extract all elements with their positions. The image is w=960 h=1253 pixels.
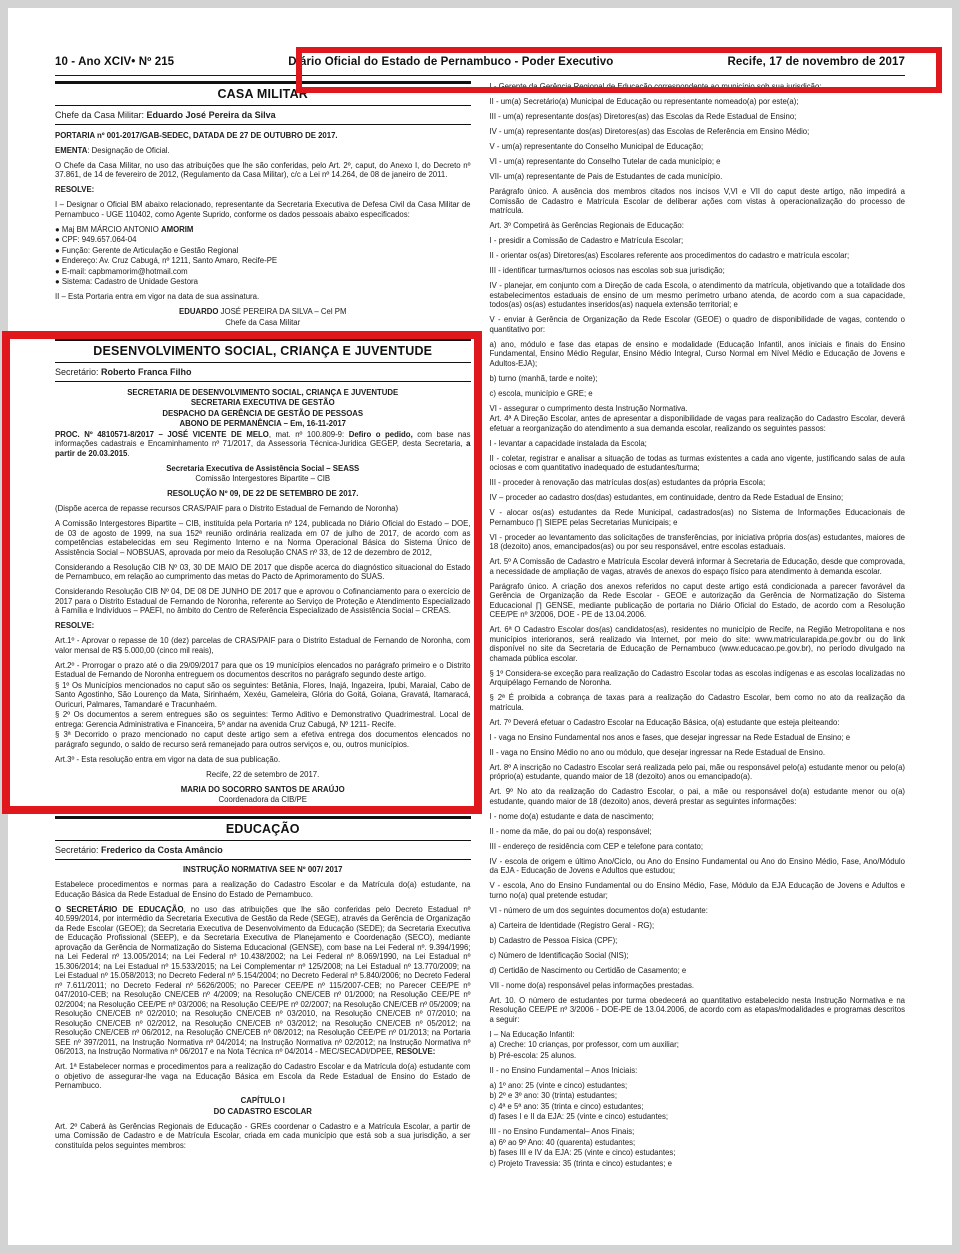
section-title: CASA MILITAR [217, 87, 309, 101]
paragraph: VI - número de um dos seguintes documentos do(a) estudante: [489, 905, 708, 915]
paragraph: Art. 9º No ato da realização do Cadastro Escolar, o pai, a mãe ou responsável do(a) estudante menor ou o(a) estudante, quando maior de 18 (dezoito) anos, deverá prestar as seguintes informações: [489, 787, 905, 806]
paragraph: Art.2º - Prorrogar o prazo até o dia 29/09/2017 para que os 19 municípios elencados no parágrafo primeiro e o Distrito Estadual de Fernando de Noronha entreguem os documentos descritos no parágrafo segundo deste artigo. [55, 660, 471, 679]
paragraph: ABONO DE PERMANÊNCIA – Em, 16-11-2017 [179, 419, 347, 428]
secretary-label: Chefe da Casa Militar: [55, 110, 147, 120]
paragraph: ● CPF: 949.657.064-04 [55, 235, 137, 244]
paragraph: Art. 8º A inscrição no Cadastro Escolar será realizada pelo pai, mãe ou responsável pelo(a) estudante menor ou pelo(a) próprio(a) estudante, quando maior de 18 (dezoito) anos ou emancipado(a). [489, 762, 905, 781]
paragraph: a) 1º ano: 25 (vinte e cinco) estudantes; [489, 1080, 628, 1090]
paragraph: Art. 1ª Estabelecer normas e procedimentos para a realização do Cadastro Escolar e da Matrícula do(a) estudante com o objetivo de assegurar-lhe vaga na Educação Básica em Escola da Rede Estadual de Ensino do Estado de Pernambuco. [55, 1062, 471, 1090]
paragraph: I - presidir a Comissão de Cadastro e Matrícula Escolar; [489, 236, 684, 245]
paragraph: c) 4ª e 5ª ano: 35 (trinta e cinco) estudantes; [489, 1101, 644, 1111]
paragraph: III - identificar turmas/turnos ociosos nas escolas sob sua jurisdição; [489, 266, 725, 275]
secretary-label: Secretário: [55, 844, 102, 855]
paragraph: c) escola, município e GRE; e [489, 388, 593, 398]
paragraph: c) Número de Identificação Social (NIS); [489, 950, 629, 960]
paragraph: III - um(a) representante dos(as) Diretores(as) das Escolas da Rede Estadual de Ensino; [489, 112, 797, 121]
paragraph: § 2ª É proibida a cobrança de taxas para a realização do Cadastro Escolar, bem como no ato da realização da matrícula. [489, 693, 905, 712]
right-column [490, 81, 906, 1168]
text-run-bold: AMORIM [160, 224, 194, 234]
secretary-line [55, 106, 471, 125]
paragraph: PORTARIA nº 001-2017/GAB-SEDEC, DATADA DE 27 DE OUTUBRO DE 2017. [55, 130, 338, 140]
text-run-bold: RESOLVE: [396, 1047, 436, 1056]
section-rule [55, 338, 471, 363]
paragraph: I - levantar a capacidade instalada da Escola; [489, 438, 647, 448]
paragraph: II - no Ensino Fundamental – Anos Iniciais: [489, 1065, 638, 1075]
paragraph: II - orientar os(as) Diretores(as) Escolares referente aos procedimentos do cadastro e matrícula escolar; [489, 251, 850, 260]
paragraph: Considerando a Resolução CIB Nº 03, 30 DE MAIO DE 2017 que dispõe acerca do diagnóstico situacional do Estado de Pernambuco, em relação ao cumprimento das metas do Pacto de Aprimoramento do SUAS. [55, 562, 471, 581]
section-desenvolvimento-social [55, 338, 471, 805]
paragraph: VII - nome do(a) responsável pelas informações prestadas. [489, 980, 695, 990]
paragraph: ● E-mail: capbmamorim@hotmail.com [55, 266, 188, 276]
paragraph: CAPÍTULO I [240, 1096, 285, 1105]
text-run: com base nas informações cadastrais e Encaminhamento nº 71/2017, da Assessoria Técnica-Juridica GEGEP, desta Secretaria, [55, 429, 471, 448]
paragraph: V - um(a) representante do Conselho Municipal de Educação; [489, 142, 704, 151]
paragraph: a) 6º ao 9º Ano: 40 (quarenta) estudantes; [489, 1137, 636, 1147]
paragraph: VI - assegurar o cumprimento desta Instrução Normativa. [489, 403, 688, 413]
paragraph: Art. 10. O número de estudantes por turma obedecerá ao quantitativo estabelecido nesta Instrução Normativa e na Resolução CEE/PE nº 3/2006 - DOE-PE de 13.04.2006, de acordo com as etapas/modalidades e programas descritos a seguir: [489, 995, 905, 1024]
paragraph: SECRETARIA EXECUTIVA DE GESTÃO [190, 398, 335, 407]
paragraph: DO CADASTRO ESCOLAR [213, 1106, 312, 1116]
paragraph: Art. 5º A Comissão de Cadastro e Matrícula Escolar deverá informar à Secretaria de Educação, desde que comprovada, a necessidade de ampliação de vagas, através de anexos do espaço físico para atendimento à demanda escolar. [489, 557, 905, 576]
paragraph: Art.3º - Esta resolução entra em vigor na data de sua publicação. [55, 754, 281, 764]
paragraph [55, 225, 471, 235]
paragraph: b) Pré-escola: 25 alunos. [489, 1050, 577, 1060]
paragraph: I – Na Educação Infantil: [489, 1029, 575, 1039]
paragraph: d) Certidão de Nascimento ou Certidão de Casamento; e [489, 965, 687, 975]
paragraph: RESOLVE: [55, 185, 95, 194]
section-rule [55, 816, 471, 841]
paragraph: IV - um(a) representante dos(as) Diretores(as) das Escolas de Referência em Ensino Médio; [489, 127, 810, 136]
paragraph: IV - escola de origem e último Ano/Ciclo, ou Ano do Ensino Fundamental ou Ano do Ensino Médio, Fase, Ano/Módulo da EJA - Educação de Jovens e Adultos que estudou; [489, 856, 905, 875]
paragraph: ● Endereço: Av. Cruz Cabugá, nº 1211, Santo Amaro, Recife-PE [55, 256, 278, 265]
secretary-line [55, 363, 471, 382]
page-body [0, 76, 960, 1168]
paragraph: DESPACHO DA GERÊNCIA DE GESTÃO DE PESSOAS [162, 408, 364, 418]
paragraph: II – Esta Portaria entra em vigor na data de sua assinatura. [55, 292, 260, 301]
paragraph: O Chefe da Casa Militar, no uso das atribuições que lhe são conferidas, pelo Art. 2º, caput, do Anexo I, do Decreto nº 37.861, de 14 de fevereiro de 2012, (Regulamento da Casa Militar), c/c a Lei nº 14.264, de 08 de janeiro de 2011. [55, 160, 471, 179]
text-run-bold: EDUARDO [179, 307, 219, 316]
secretary-name: Eduardo José Pereira da Silva [146, 110, 276, 120]
paragraph: VI - um(a) representante do Conselho Tutelar de cada município; e [489, 157, 721, 166]
paragraph: II - nome da mãe, do pai ou do(a) responsável; [489, 826, 652, 836]
text-run: , mat. nº 100.809-9: [268, 429, 349, 439]
paragraph: Art. 7º Deverá efetuar o Cadastro Escolar na Educação Básica, o(a) estudante que esteja pleiteando: [489, 717, 840, 727]
paragraph: RESOLVE: [55, 621, 95, 630]
paragraph: VI - proceder ao levantamento das solicitações de transferências, por iniciativa própria dos(as) estudantes, maiores de 18 (dezoito) anos, emancipados(as) ou por seu responsável, entre escolas estaduais. [489, 532, 905, 551]
paragraph: b) turno (manhã, tarde e noite); [489, 373, 598, 383]
section-casa-militar [55, 81, 471, 327]
paragraph: Art. 3º Competirá às Gerências Regionais de Educação: [489, 221, 684, 230]
text-run: JOSÉ PEREIRA DA SILVA – Cel PM [218, 307, 347, 316]
paragraph: A Comissão Intergestores Bipartite – CIB, instituída pela Portaria nº 124, publicada no Diário Oficial do Estado – DOE, de 03 de agosto de 1999, na sua 152ª reunião ordinária realizada em 07 de julho de 2017, de acordo com as competências estabelecidas em seu Regimento Interno e na Norma Operacional Básica do Sistema Único de Assistência Social – NOBSUAS, aprovada por meio da Resolução CNAS nº 33, de 12 de dezembro de 2012, [55, 519, 471, 557]
paragraph: a) Creche: 10 crianças, por professor, com um auxiliar; [489, 1040, 679, 1049]
section-title: EDUCAÇÃO [225, 821, 300, 836]
paragraph: III - proceder à renovação das matrículas dos(as) estudantes da própria Escola; [489, 478, 766, 487]
text-run-bold: Defiro o pedido, [348, 429, 413, 439]
paragraph: Chefe da Casa Militar [225, 317, 301, 327]
paragraph: I – Designar o Oficial BM abaixo relacionado, representante da Secretaria Executiva de Defesa Civil da Casa Militar de Pernambuco - UGE 110402, como Agente Suprido, conforme os dados pessoais abaixo especificados: [55, 200, 471, 219]
paragraph: III - no Ensino Fundamental– Anos Finais; [489, 1127, 635, 1136]
page-header [55, 56, 905, 76]
paragraph: I - vaga no Ensino Fundamental nos anos e fases, que desejar ingressar na Rede Estadual de Ensino; e [489, 732, 851, 742]
gazette-title: Diário Oficial do Estado de Pernambuco - Poder Executivo [288, 56, 614, 68]
paragraph: Art.1º - Aprovar o repasse de 10 (dez) parcelas de CRAS/PAIF para o Distrito Estadual de Fernando de Noronha, com valor mensal de R$ 5.000,00 (cinco mil reais), [55, 636, 471, 655]
edition-date: Recife, 17 de novembro de 2017 [727, 56, 905, 68]
edition-number: 10 - Ano XCIV• Nº 215 [55, 56, 175, 68]
paragraph: § 3ª Decorrido o prazo mencionado no caput deste artigo sem a efetiva entrega dos documentos elencados no parágrafo segundo, o saldo de recurso será remanejado para outros serviços e, ou, outros municípios. [55, 730, 471, 749]
paragraph: Art. 6ª O Cadastro Escolar dos(as) candidatos(as), residentes no município de Recife, na Região Metropolitana e nos municípios interioranos, será realizado via Internet, por meio do site: www.matricularapida.pe.gov.br ou do link disponível no site da Secretaria de Educação de Pernambuco (www.educacao.pe.gov.br), no período divulgado na chamada pública escolar. [489, 625, 905, 663]
paragraph: IV - planejar, em conjunto com a Direção de cada Escola, o atendimento da matrícula, objetivando que a totalidade dos estabelecimentos estaduais de ensino de um mesmo perímetro urbano atenda, de acordo com a sua capacidade, todos(as) os(as) estudantes inseridos(as) naquela extensão territorial; e [489, 281, 905, 309]
paragraph: Parágrafo único. A criação dos anexos referidos no caput deste artigo está condicionada a parecer favorável da Gerência de Organização da Rede Escolar - GEOE e autorização da Gerência de Normatização do Sistema Educacional ∏ GENSE, mediante publicação de portaria no Diário Oficial do Estado, de acordo com a Resolução CEE/PE nº 3/2006, DOE - PE de 13.04.2006. [489, 581, 905, 619]
paragraph: ● Função: Gerente de Articulação e Gestão Regional [55, 245, 239, 255]
paragraph: Comissão Intergestores Bipartite – CIB [195, 474, 331, 483]
paragraph: ● Sistema: Cadastro de Unidade Gestora [55, 277, 198, 286]
paragraph: Art. 2º Caberá às Gerências Regionais de Educação - GREs coordenar o Cadastro e a Matrícula Escolar, a partir de uma Comissão de Cadastro e de Matrícula Escolar, criada em cada município que está sob a sua jurisdição, a ser constituída pelos seguintes membros: [55, 1121, 471, 1150]
secretary-line [55, 841, 471, 860]
paragraph: b) fases III e IV da EJA: 25 (vinte e cinco) estudantes; [489, 1148, 676, 1157]
paragraph: a) Carteira de Identidade (Registro Geral - RG); [489, 920, 655, 930]
text-run: ● Maj BM MÁRCIO ANTONIO [55, 224, 161, 234]
paragraph: MARIA DO SOCORRO SANTOS DE ARAÚJO [180, 784, 345, 794]
text-run-bold: a partir de 20.03.2015 [55, 439, 471, 458]
paragraph: VII- um(a) representante de Pais de Estudantes de cada município. [489, 172, 723, 181]
text-run: : Designação de Oficial. [87, 145, 170, 155]
paragraph: Recife, 22 de setembro de 2017. [206, 769, 320, 779]
secretary-label: Secretário: [55, 367, 102, 377]
paragraph: b) 2º e 3º ano: 30 (trinta) estudantes; [489, 1091, 617, 1100]
paragraph: c) Projeto Travessia: 35 (trinta e cinco) estudantes; e [489, 1158, 672, 1168]
paragraph: Secretaria Executiva de Assistência Social – SEASS [166, 463, 360, 473]
paragraph [55, 146, 471, 156]
secretary-name: Frederico da Costa Amâncio [101, 844, 223, 855]
paragraph: a) ano, módulo e fase das etapas de ensino e modalidade (Educação Infantil, anos iniciais e finais do Ensino Fundamental, Ensino Médio Regular, Ensino Médio Integral, Curso Normal em Nível Médio e Educação de Jovens e Adultos-EJA); [489, 339, 905, 368]
paragraph: II - um(a) Secretário(a) Municipal de Educação ou representante nomeado(a) por este(a); [489, 97, 799, 106]
paragraph: V - enviar à Gerência de Organização da Rede Escolar (GEOE) o quadro de disponibilidade de vagas, contendo o quantitativo por: [489, 315, 905, 334]
section-rule [55, 81, 471, 106]
paragraph: II - coletar, registrar e analisar a situação de todas as turmas existentes a cada ano vigente, justificando salas de aula ociosas e com quantitativo inadequado de estudantes/turma; [489, 453, 905, 472]
paragraph [55, 430, 471, 459]
paragraph: Considerando Resolução CIB Nº 04, DE 08 DE JUNHO DE 2017 que e aprovou o Cofinanciamento para o exercício de 2017 para o Distrito Estadual de Fernando de Noronha, referente ao Serviço de Proteção e Atendimento Especializado à Família e Indivíduos – PAEFI, no âmbito do Centro de Referência Especializado de Assistência Social – CREAS. [55, 587, 471, 615]
section-educacao [55, 816, 471, 1151]
paragraph: Art. 4ª A Direção Escolar, antes de apresentar a disponibilidade de vagas para realização do Cadastro Escolar, deverá efetuar a reorganização do atendimento a sua demanda escolar, realizando os seguintes passos: [489, 414, 905, 433]
paragraph: INSTRUÇÃO NORMATIVA SEE Nº 007/ 2017 [182, 865, 343, 874]
paragraph [55, 905, 471, 1057]
left-column [55, 81, 471, 1168]
section-educacao-continuacao [490, 82, 906, 1168]
section-title: DESENVOLVIMENTO SOCIAL, CRIANÇA E JUVENTUDE [93, 344, 433, 358]
paragraph: Parágrafo único. A ausência dos membros citados nos incisos V,VI e VII do caput deste artigo, não impedirá a Comissão de Cadastro e Matrícula Escolar de deliberar ações com vistas à operacionalização do processo de matrícula. [489, 187, 905, 215]
text-run-bold: O SECRETÁRIO DE EDUCAÇÃO [55, 904, 184, 914]
paragraph: § 1º Considera-se exceção para realização do Cadastro Escolar todas as escolas indígenas e as escolas localizadas no Arquipélago Fernando de Noronha. [489, 668, 905, 687]
paragraph: V - escola, Ano do Ensino Fundamental ou do Ensino Médio, Fase, Módulo da EJA Educação de Jovens e Adultos e turno no(a) qual pretende estudar; [489, 881, 905, 900]
secretary-name: Roberto Franca Filho [101, 367, 192, 377]
paragraph: IV – proceder ao cadastro dos(das) estudantes, em continuidade, dentro da Rede Estadual de Ensino; [489, 493, 844, 502]
paragraph: I - nome do(a) estudante e data de nascimento; [489, 811, 654, 821]
paragraph: V - alocar os(as) estudantes da Rede Municipal, cadastrados(as) no Sistema de Informações Educacionais de Pernambuco ∏ SIEPE pelas Secretarias Municipais; e [489, 508, 905, 527]
paragraph [55, 307, 471, 317]
paragraph: Estabelece procedimentos e normas para a realização do Cadastro Escolar e da Matrícula do(a) estudante, na Educação Básica da Rede Estadual de Ensino do Estado de Pernambuco. [55, 880, 471, 899]
text-run-bold: EMENTA [55, 145, 88, 155]
paragraph: SECRETARIA DE DESENVOLVIMENTO SOCIAL, CRIANÇA E JUVENTUDE [127, 387, 399, 397]
paragraph: III - endereço de residência com CEP e telefone para contato; [489, 841, 704, 851]
paragraph: § 2º Os documentos a serem entregues são os seguintes: Termo Aditivo e Demonstrativo Quadrimestral. Local de entrega: Gerencia Administrativa e Financeira, 5º andar na avenida Cruz Cabugá, Nº 1211- Recife. [55, 710, 471, 729]
paragraph: Coordenadora da CIB/PE [218, 795, 307, 804]
paragraph: § 1º Os Municípios mencionados no caput são os seguintes: Betânia, Flores, Inajá, Ingazeira, Ipubi, Maraial, Cabo de Santo Agostinho, São Lourenço da Mata, Sirinhaém, Xexéu, Gameleira, Glória do Goitá, Goiana, Gravatá, Itamaracá, Ouricuri, Palmares, Tamandaré e Tracunhaém. [55, 680, 471, 709]
text-run: . [127, 448, 130, 458]
paragraph: (Dispõe acerca de repasse recursos CRAS/PAIF para o Distrito Estadual de Fernando de Noronha) [55, 504, 399, 513]
paragraph: I - Gerente da Gerência Regional de Educação correspondente ao município sob sua jurisdição; [489, 82, 822, 91]
text-run-bold: PROC. Nº 4810571-8/2017 – JOSÉ VICENTE DE MELO [55, 429, 269, 439]
paragraph: RESOLUÇÃO Nº 09, DE 22 DE SETEMBRO DE 2017. [167, 489, 359, 498]
paragraph: d) fases I e II da EJA: 25 (vinte e cinco) estudantes; [489, 1112, 669, 1121]
paragraph: II - vaga no Ensino Médio no ano ou módulo, que desejar ingressar na Rede Estadual de Ensino. [489, 747, 825, 757]
paragraph: b) Cadastro de Pessoa Física (CPF); [489, 935, 618, 945]
text-run: , no uso das atribuições que lhe são conferidas pelo Decreto Estadual nº 40.599/2014, por intermédio da Secretaria Executiva de Gestão da Rede (SEGE), através da Gerência de Organização da Rede Escolar (GEOE); da Secretaria Executiva de Desenvolvimento da Educação (SEDE); da Secretaria Executiva de Educação Profissional (SEEP), e da Secretaria Executiva de Planejamento e Coordenação (SECO), mediante aprovação da Gerência de Normatização do Sistema Educacional (GENSE), com base na Lei Federal nº. 9.394/1996; na Lei Federal nº 13.005/2014; na Lei Federal nº 10.438/2002; na Lei Federal nº 8.069/1990, na Lei Estadual nº 15.306/2014; na Lei Estadual nº 15.533/2015; na Lei Complementar nº 125/2008; na Lei Estadual nº 13.770/2009; na Lei Estadual nº 15.058/2013; no Decreto Federal nº 5.154/2004; no Decreto Federal nº 5.840/2006; no Decreto Federal nº 7.611/2011; no Decreto Federal nº 5626/2005; no Parecer CEE/PE nº 115/2007-CEB; no Parecer CEE/PE nº 047/2010-CEB; na Resolução CNE/CEB nº 4/2009; na Resolução CNE/CEB nº 01/2000; na Resolução CEE/PE nº 02/2004; na Resolução CEE/PE nº 03/2006; na Resolução CEE/PE nº 02/2007; na Resolução CNE/CEB nº 05/2009; na Resolução CNE/CEB nº 02/2010; na Resolução CNE/CEB nº 03/2010, na Resolução CNE/CEB nº 07/2010; na Resolução CNE/CEB nº 02/2012, na Resolução CNE/CEB nº 03/2012; na Resolução CNE/CEB nº 05/2012; na Resolução CNE/CEB nº 06/2012, na Resolução CNE/CEB nº 08/2012; na Resolução CEE/PE nº 01/2013; na Portaria SEE nº 397/2011, na Instrução Normativa nº 04/2014; na Instrução Normativa nº 02/2012; na Instrução Normativa nº 06/2013, na Instrução Normativa nº 06/2017 e na Nota Técnica nº 04/2014 - MEC/SECADI/DPEE, [55, 904, 471, 1056]
